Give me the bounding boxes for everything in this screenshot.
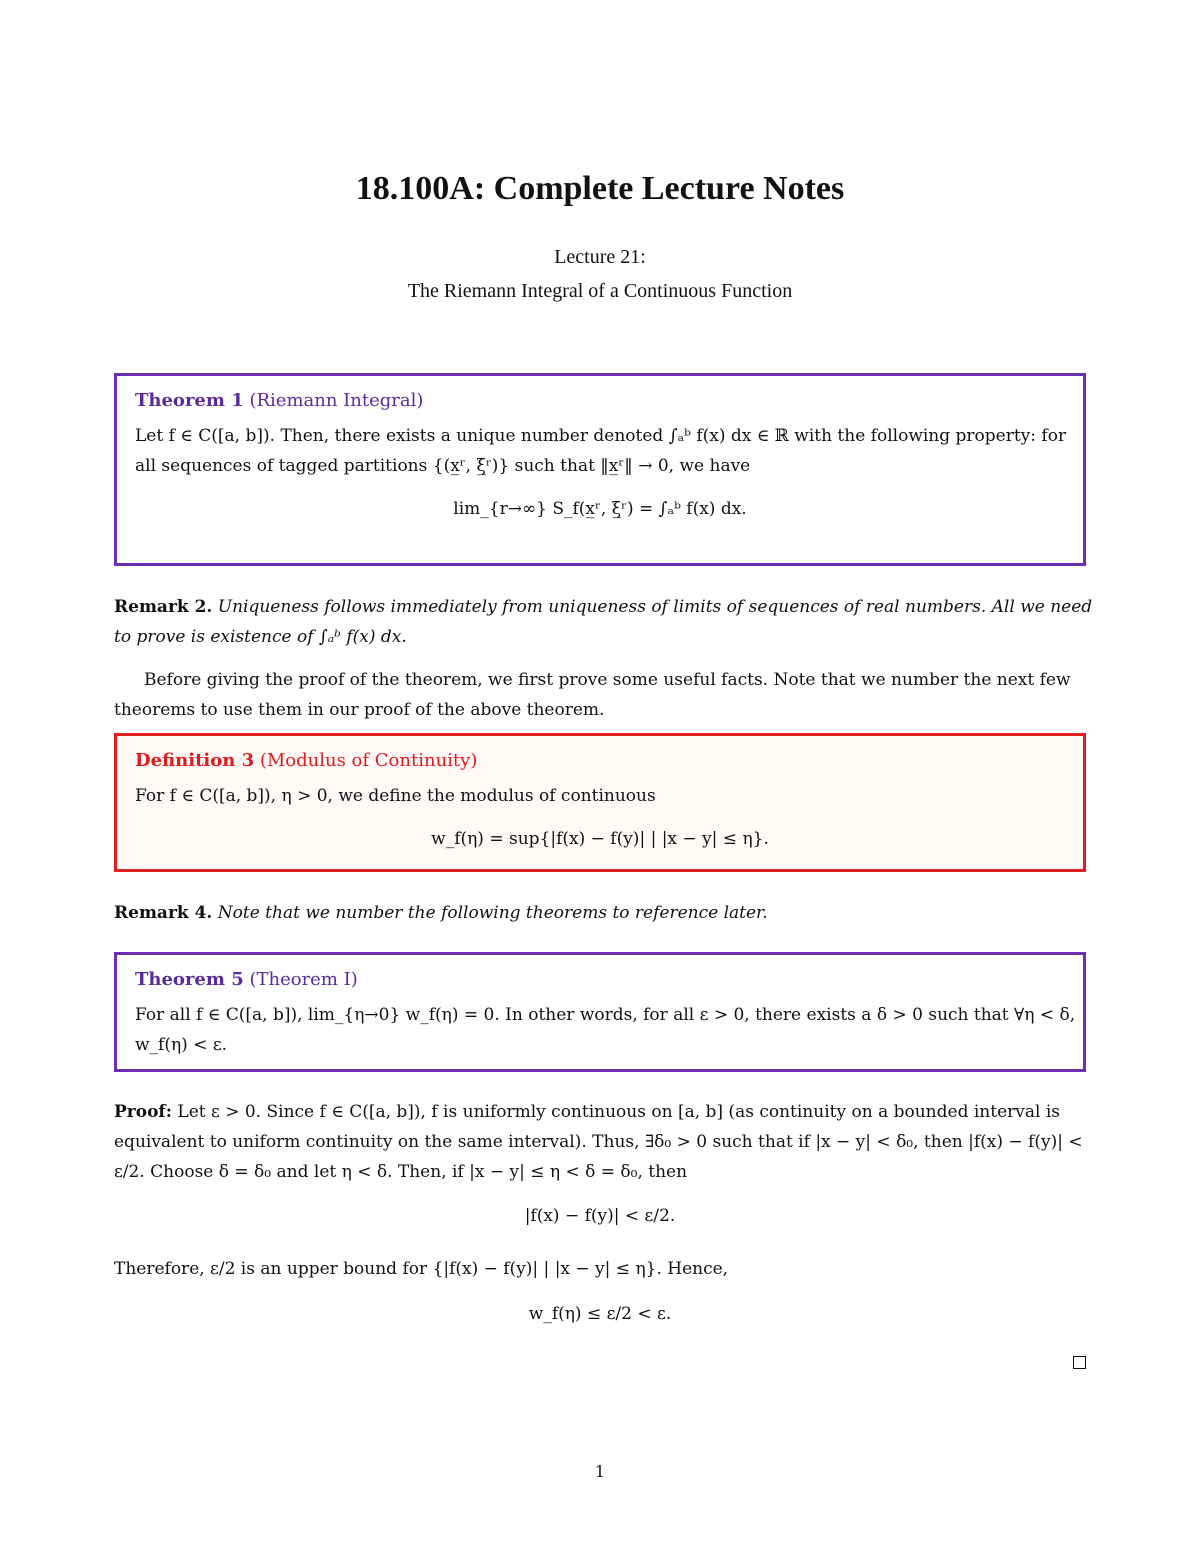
proof-display-2: w_f(η) ≤ ε/2 < ε. [528, 1304, 672, 1324]
remark-2-line-1: Uniqueness follows immediately from uniqueness of limits of sequences of real numbers. All we need [217, 597, 1093, 617]
theorem-1-display-equation: lim_{r→∞} S_f(x̲ʳ, ξ̲ʳ) = ∫ₐᵇ f(x) dx. [453, 499, 747, 519]
definition-3-heading [135, 750, 1065, 771]
theorem-5-label: Theorem 5 [135, 969, 244, 990]
definition-3-label: Definition 3 [135, 750, 255, 771]
intro-line-1: Before giving the proof of the theorem, we first prove some useful facts. Note that we number the next few [144, 670, 1071, 690]
proof-block [114, 1097, 1086, 1187]
lecture-title: The Riemann Integral of a Continuous Function [407, 280, 793, 302]
theorem-1-line-1: Let f ∈ C([a, b]). Then, there exists a unique number denoted ∫ₐᵇ f(x) dx ∈ ℝ with the following property: for [135, 426, 1067, 446]
theorem-5-box [114, 952, 1086, 1072]
remark-2-line-2: to prove is existence of ∫ₐᵇ f(x) dx. [114, 627, 407, 647]
remark-2-label: Remark 2. [114, 597, 213, 617]
qed-square-icon [1073, 1356, 1086, 1369]
proof-line-1: Let ε > 0. Since f ∈ C([a, b]), f is uniformly continuous on [a, b] (as continuity on a bounded interval is [177, 1102, 1060, 1122]
proof-continuation [114, 1254, 1086, 1284]
theorem-5-heading [135, 969, 1065, 990]
remark-4 [114, 898, 1086, 928]
definition-3-box [114, 733, 1086, 872]
proof-line-2: equivalent to uniform continuity on the same interval). Thus, ∃δ₀ > 0 such that if |x − y| < δ₀, then |f(x) − f(y)| < [114, 1132, 1083, 1152]
theorem-5-line-1: For all f ∈ C([a, b]), lim_{η→0} w_f(η) = 0. In other words, for all ε > 0, there exists a δ > 0 such that ∀η < δ, [135, 1005, 1076, 1025]
intro-line-2: theorems to use them in our proof of the above theorem. [114, 700, 605, 720]
theorem-1-label: Theorem 1 [135, 390, 244, 411]
remark-4-label: Remark 4. [114, 903, 213, 923]
proof-display-1: |f(x) − f(y)| < ε/2. [524, 1206, 676, 1226]
proof-label: Proof: [114, 1102, 173, 1122]
intro-paragraph [114, 665, 1086, 725]
document-title: 18.100A: Complete Lecture Notes [355, 170, 845, 207]
theorem-1-heading [135, 390, 1065, 411]
remark-4-text: Note that we number the following theorems to reference later. [217, 903, 768, 923]
lecture-number: Lecture 21: [554, 246, 646, 268]
definition-3-display-equation: w_f(η) = sup{|f(x) − f(y)| | |x − y| ≤ η}. [431, 829, 769, 849]
theorem-1-line-2: all sequences of tagged partitions {(x̲ʳ, ξ̲ʳ)} such that ‖x̲ʳ‖ → 0, we have [135, 456, 751, 476]
definition-3-name: (Modulus of Continuity) [259, 750, 478, 771]
proof-line-4: Therefore, ε/2 is an upper bound for {|f(x) − f(y)| | |x − y| ≤ η}. Hence, [114, 1259, 729, 1279]
theorem-1-name: (Riemann Integral) [249, 390, 424, 411]
definition-3-line-1: For f ∈ C([a, b]), η > 0, we define the modulus of continuous [135, 786, 656, 806]
theorem-5-line-2: w_f(η) < ε. [135, 1035, 228, 1055]
theorem-1-box [114, 373, 1086, 566]
remark-2 [114, 592, 1093, 652]
page-number: 1 [594, 1462, 606, 1481]
theorem-5-name: (Theorem I) [249, 969, 358, 990]
proof-line-3: ε/2. Choose δ = δ₀ and let η < δ. Then, if |x − y| ≤ η < δ = δ₀, then [114, 1162, 688, 1182]
